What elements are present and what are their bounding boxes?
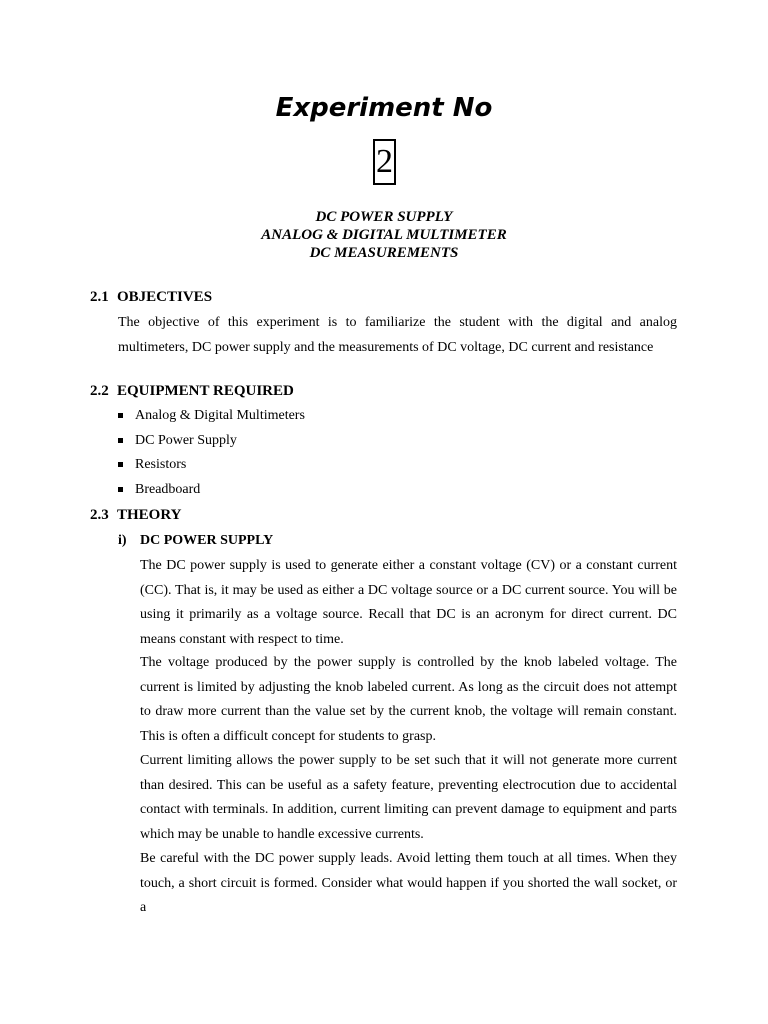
- equipment-list: [118, 404, 305, 502]
- list-item-label: Breadboard: [135, 481, 201, 497]
- theory-paragraph-1: The DC power supply is used to generate either a constant voltage (CV) or a constant current (CC). That is, it may be used as either a DC voltage source or a DC current source. You will be using it primarily as a voltage source. Recall that DC is an acronym for direct current. DC means constant with respect to time.: [140, 558, 677, 647]
- subsection-number: i): [118, 533, 127, 548]
- bullet-icon: [118, 438, 123, 443]
- experiment-number-box: 2: [373, 139, 396, 185]
- objectives-paragraph: The objective of this experiment is to familiarize the student with the digital and analog multimeters, DC power supply and the measurements of DC voltage, DC current and resistance: [118, 315, 677, 355]
- section-number: 2.2: [90, 383, 109, 399]
- list-item: [118, 429, 305, 454]
- section-title: OBJECTIVES: [117, 289, 213, 305]
- theory-paragraph-2: The voltage produced by the power supply is controlled by the knob labeled voltage. The current is limited by adjusting the knob labeled current. As long as the circuit does not attempt to draw more current than the value set by the current knob, the voltage will remain constant. This is often a difficult concept for students to grasp.: [140, 655, 677, 744]
- list-item-label: Resistors: [135, 457, 187, 473]
- section-number: 2.3: [90, 507, 109, 523]
- section-heading-equipment: [90, 382, 294, 400]
- section-heading-objectives: [90, 288, 212, 306]
- subsection-heading-dc-power-supply: [118, 532, 273, 550]
- theory-paragraph-4: Be careful with the DC power supply leads. Avoid letting them touch at all times. When they touch, a short circuit is formed. Consider what would happen if you shorted the wall socket, or a: [140, 851, 677, 916]
- list-item-label: Analog & Digital Multimeters: [135, 408, 305, 423]
- list-item-label: DC Power Supply: [135, 432, 237, 448]
- section-number: 2.1: [90, 289, 109, 305]
- experiment-title: Experiment No: [275, 93, 493, 123]
- subsection-title: DC POWER SUPPLY: [140, 533, 274, 548]
- theory-paragraph-3: Current limiting allows the power supply to be set such that it will not generate more current than desired. This can be useful as a safety feature, preventing electrocution due to accidental contact with terminals. In addition, current limiting can prevent damage to equipment and parts which may be unable to handle excessive currents.: [140, 753, 677, 842]
- section-title: THEORY: [117, 507, 182, 523]
- section-heading-theory: [90, 506, 181, 524]
- list-item: [118, 453, 305, 478]
- list-item: [118, 404, 305, 429]
- bullet-icon: [118, 413, 123, 418]
- subtitle-line-3: DC MEASUREMENTS: [309, 245, 459, 261]
- subtitle-line-2: ANALOG & DIGITAL MULTIMETER: [261, 227, 507, 243]
- list-item: [118, 478, 305, 503]
- bullet-icon: [118, 462, 123, 467]
- bullet-icon: [118, 487, 123, 492]
- subtitle-line-1: DC POWER SUPPLY: [315, 209, 453, 225]
- section-title: EQUIPMENT REQUIRED: [117, 383, 294, 399]
